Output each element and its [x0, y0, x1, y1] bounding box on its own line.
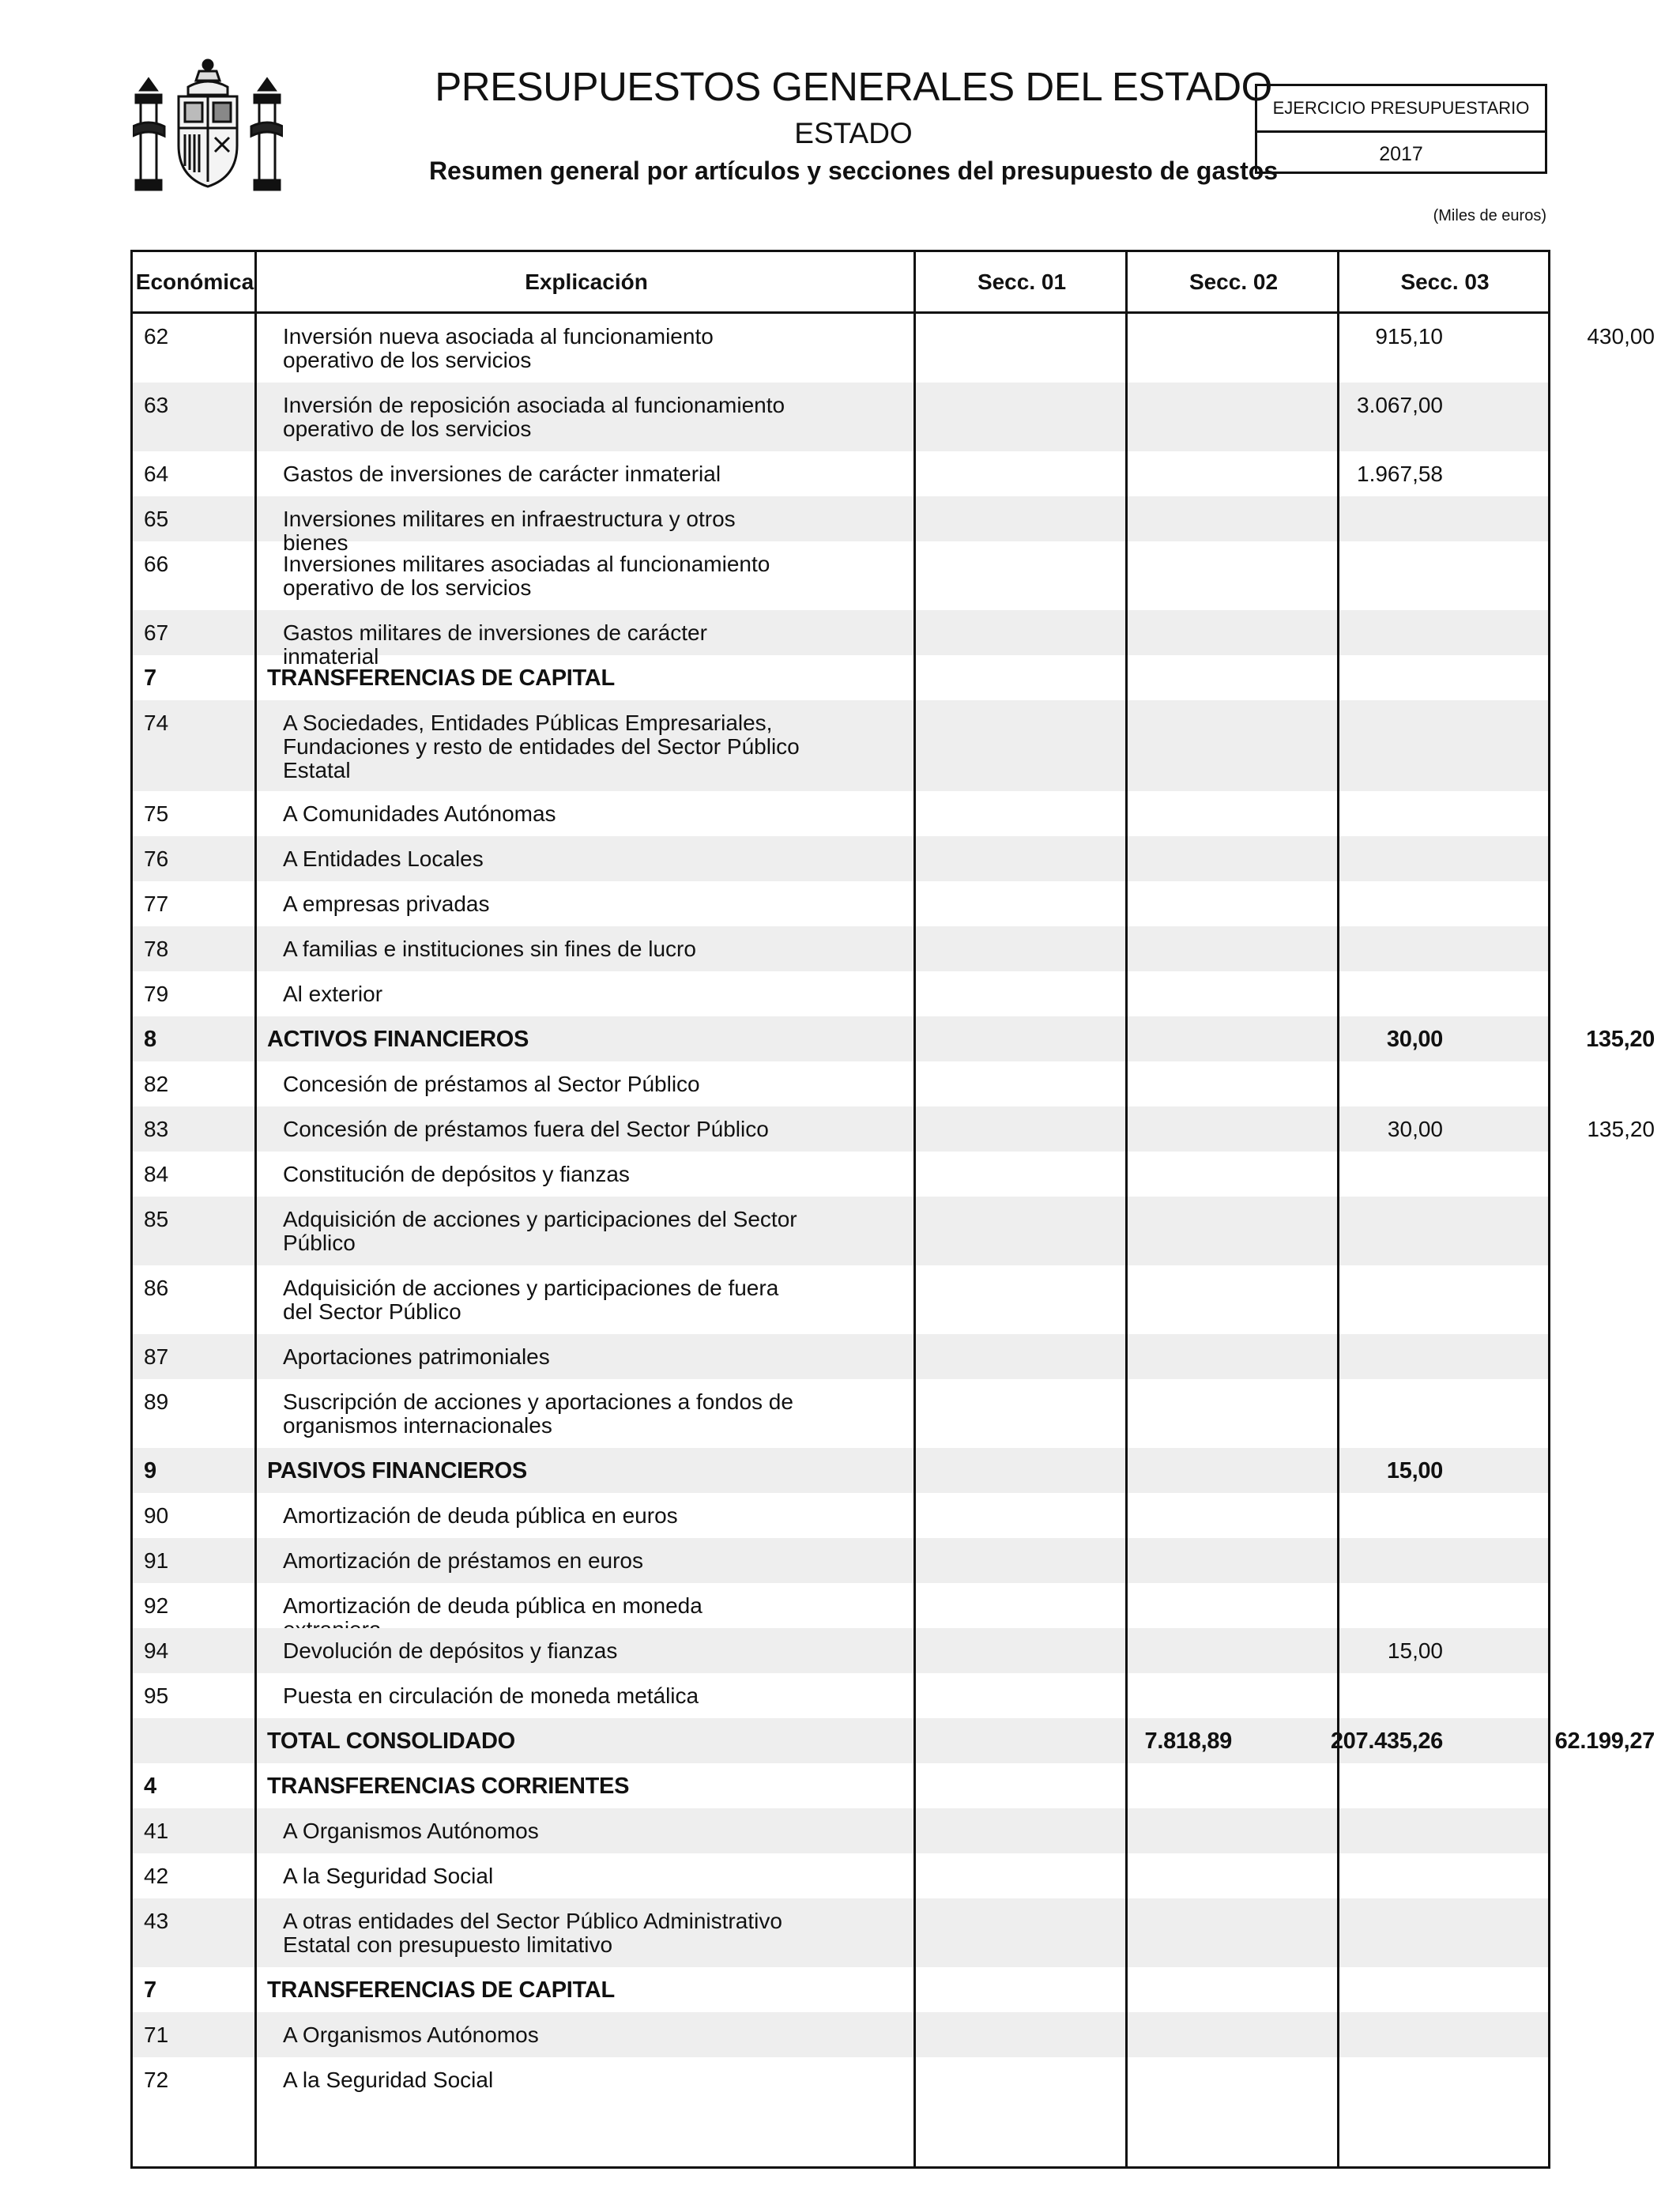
- table-row: [133, 791, 1548, 836]
- row-secc-02: 915,10: [1375, 324, 1443, 349]
- row-code: 64: [144, 462, 169, 486]
- table-row: [133, 1808, 1548, 1853]
- row-explanation: A empresas privadas: [283, 892, 490, 916]
- table-row: [133, 1448, 1548, 1493]
- row-secc-02: 15,00: [1386, 1458, 1443, 1483]
- row-explanation: Puesta en circulación de moneda metálica: [283, 1683, 699, 1708]
- row-code: 7: [144, 1977, 156, 2003]
- header-secc-02: Secc. 02: [1188, 269, 1279, 294]
- row-code: 90: [144, 1503, 169, 1528]
- row-explanation: A Organismos Autónomos: [283, 1819, 539, 1843]
- row-code: 65: [144, 507, 169, 531]
- row-code: 92: [144, 1593, 169, 1618]
- row-code: 4: [144, 1774, 156, 1799]
- table-row: [133, 541, 1548, 610]
- row-explanation: ACTIVOS FINANCIEROS: [267, 1027, 529, 1052]
- row-code: 63: [144, 393, 169, 417]
- units-note: (Miles de euros): [1433, 207, 1546, 224]
- table-row: [133, 1265, 1548, 1334]
- row-explanation: Aportaciones patrimoniales: [283, 1344, 550, 1369]
- table-row: [133, 1493, 1548, 1538]
- row-explanation: TRANSFERENCIAS CORRIENTES: [267, 1774, 630, 1799]
- table-row: [133, 971, 1548, 1016]
- row-secc-03: 135,20: [1587, 1117, 1655, 1141]
- row-explanation: TRANSFERENCIAS DE CAPITAL: [267, 1977, 615, 2003]
- row-code: 66: [144, 552, 169, 576]
- row-secc-03: 135,20: [1586, 1027, 1655, 1052]
- row-secc-02: 30,00: [1386, 1027, 1443, 1052]
- row-explanation: Al exterior: [283, 982, 383, 1006]
- table-row: [133, 1538, 1548, 1583]
- table-row: [133, 2012, 1548, 2057]
- row-secc-02: 15,00: [1387, 1638, 1443, 1663]
- row-secc-03: 430,00: [1587, 324, 1655, 349]
- row-secc-02: 207.435,26: [1330, 1728, 1443, 1754]
- exercise-label: EJERCICIO PRESUPUESTARIO: [1257, 86, 1545, 133]
- exercise-box: [1255, 84, 1547, 174]
- table-row: [133, 1718, 1655, 1763]
- table-row: [133, 1583, 1548, 1628]
- table-row: [133, 1763, 1548, 1808]
- table-row: [133, 314, 1655, 383]
- column-divider: [254, 252, 257, 2166]
- row-secc-02: 3.067,00: [1357, 393, 1443, 417]
- row-code: 42: [144, 1864, 169, 1888]
- row-code: 7: [144, 665, 156, 691]
- column-divider: [913, 252, 916, 2166]
- row-secc-02: 1.967,58: [1357, 462, 1443, 486]
- header-explicacion: Explicación: [525, 269, 648, 294]
- row-code: 77: [144, 892, 169, 916]
- table-row: [133, 1061, 1548, 1106]
- table-row: [133, 1628, 1548, 1673]
- table-row: [133, 1673, 1548, 1718]
- table-row: [133, 1334, 1548, 1379]
- row-explanation: Suscripción de acciones y aportaciones a fondos de organismos internacionales: [283, 1389, 793, 1438]
- page-title: PRESUPUESTOS GENERALES DEL ESTADO: [435, 64, 1272, 109]
- row-explanation: PASIVOS FINANCIEROS: [267, 1458, 527, 1483]
- row-secc-01: 7.818,89: [1144, 1728, 1232, 1754]
- table-row: [133, 383, 1548, 451]
- row-explanation: Amortización de deuda pública en moneda: [283, 1593, 703, 1618]
- header-secc-03: Secc. 03: [1400, 269, 1490, 294]
- page-description: Resumen general por artículos y secciones del presupuesto de gastos: [428, 156, 1279, 185]
- table-row: [133, 881, 1548, 926]
- row-secc-03: 62.199,27: [1554, 1728, 1655, 1754]
- row-explanation: A Sociedades, Entidades Públicas Empresariales, Fundaciones y resto de entidades del Sector Público Estatal: [283, 711, 800, 782]
- row-explanation: A Comunidades Autónomas: [283, 801, 556, 826]
- table-row: [133, 1197, 1548, 1265]
- table-row: [133, 655, 1548, 700]
- row-code: 74: [144, 711, 169, 735]
- page-subtitle: ESTADO: [794, 117, 913, 149]
- row-code: 87: [144, 1344, 169, 1369]
- table-row: [133, 2057, 1548, 2102]
- row-code: 62: [144, 324, 169, 349]
- row-code: 79: [144, 982, 169, 1006]
- row-code: 43: [144, 1909, 169, 1933]
- header-economica: Económica: [135, 269, 254, 294]
- row-explanation: Adquisición de acciones y participaciones del Sector Público: [283, 1207, 797, 1255]
- row-code: 72: [144, 2068, 169, 2092]
- row-explanation: TRANSFERENCIAS DE CAPITAL: [267, 665, 615, 691]
- row-code: 8: [144, 1027, 156, 1052]
- table-row: [133, 1379, 1548, 1448]
- row-explanation: Adquisición de acciones y participaciones de fuera del Sector Público: [283, 1276, 779, 1324]
- column-divider: [1337, 252, 1339, 2166]
- row-secc-02: 30,00: [1387, 1117, 1443, 1141]
- row-code: 67: [144, 620, 169, 645]
- row-code: 71: [144, 2022, 169, 2047]
- table-row: [133, 1967, 1548, 2012]
- table-body: [133, 314, 1655, 2102]
- table-row: [133, 1106, 1655, 1152]
- row-explanation: TOTAL CONSOLIDADO: [267, 1728, 515, 1754]
- table-header: [133, 252, 1548, 314]
- row-explanation: Inversión nueva asociada al funcionamiento operativo de los servicios: [283, 324, 714, 372]
- row-explanation: A la Seguridad Social: [283, 1864, 494, 1888]
- row-explanation: Amortización de préstamos en euros: [283, 1548, 643, 1573]
- table-row: [133, 451, 1548, 496]
- row-explanation: Inversiones militares en infraestructura y otros bienes: [283, 507, 736, 555]
- table-row: [133, 496, 1548, 555]
- row-code: 95: [144, 1683, 169, 1708]
- row-code: 85: [144, 1207, 169, 1231]
- row-code: 78: [144, 937, 169, 961]
- row-code: 9: [144, 1458, 156, 1483]
- row-explanation: Amortización de deuda pública en euros: [283, 1503, 678, 1528]
- row-explanation: Inversión de reposición asociada al funcionamiento operativo de los servicios: [283, 393, 785, 441]
- table-row: [133, 926, 1548, 971]
- row-code: 75: [144, 801, 169, 826]
- table-row: [133, 836, 1548, 881]
- row-explanation: A familias e instituciones sin fines de lucro: [283, 937, 696, 961]
- header-secc-01: Secc. 01: [977, 269, 1067, 294]
- row-explanation: A Entidades Locales: [283, 846, 484, 871]
- row-explanation: Devolución de depósitos y fianzas: [283, 1638, 618, 1663]
- row-explanation: Concesión de préstamos al Sector Público: [283, 1072, 700, 1096]
- row-code: 83: [144, 1117, 169, 1141]
- row-explanation: Concesión de préstamos fuera del Sector Público: [283, 1117, 769, 1141]
- table-row: [133, 1853, 1548, 1898]
- row-explanation: Inversiones militares asociadas al funcionamiento operativo de los servicios: [283, 552, 770, 600]
- row-explanation: Gastos militares de inversiones de carácter inmaterial: [283, 620, 707, 669]
- row-code: 94: [144, 1638, 169, 1663]
- table-row: [133, 610, 1548, 669]
- table-row: [133, 1016, 1655, 1061]
- row-code: 89: [144, 1389, 169, 1414]
- row-explanation: Constitución de depósitos y fianzas: [283, 1162, 630, 1186]
- exercise-year: 2017: [1379, 143, 1423, 165]
- table-row: [133, 1152, 1548, 1197]
- row-code: 84: [144, 1162, 169, 1186]
- budget-table: [130, 250, 1655, 2169]
- row-explanation: Gastos de inversiones de carácter inmaterial: [283, 462, 721, 486]
- table-row: [133, 1898, 1548, 1967]
- column-divider: [1125, 252, 1128, 2166]
- row-code: 41: [144, 1819, 169, 1843]
- row-explanation: A Organismos Autónomos: [283, 2022, 539, 2047]
- row-code: 91: [144, 1548, 169, 1573]
- row-code: 82: [144, 1072, 169, 1096]
- row-explanation: A otras entidades del Sector Público Administrativo Estatal con presupuesto limitativo: [283, 1909, 782, 1957]
- table-row: [133, 700, 1548, 791]
- coat-of-arms-icon: [133, 55, 283, 205]
- row-code: 76: [144, 846, 169, 871]
- row-code: 86: [144, 1276, 169, 1300]
- row-explanation: A la Seguridad Social: [283, 2068, 494, 2092]
